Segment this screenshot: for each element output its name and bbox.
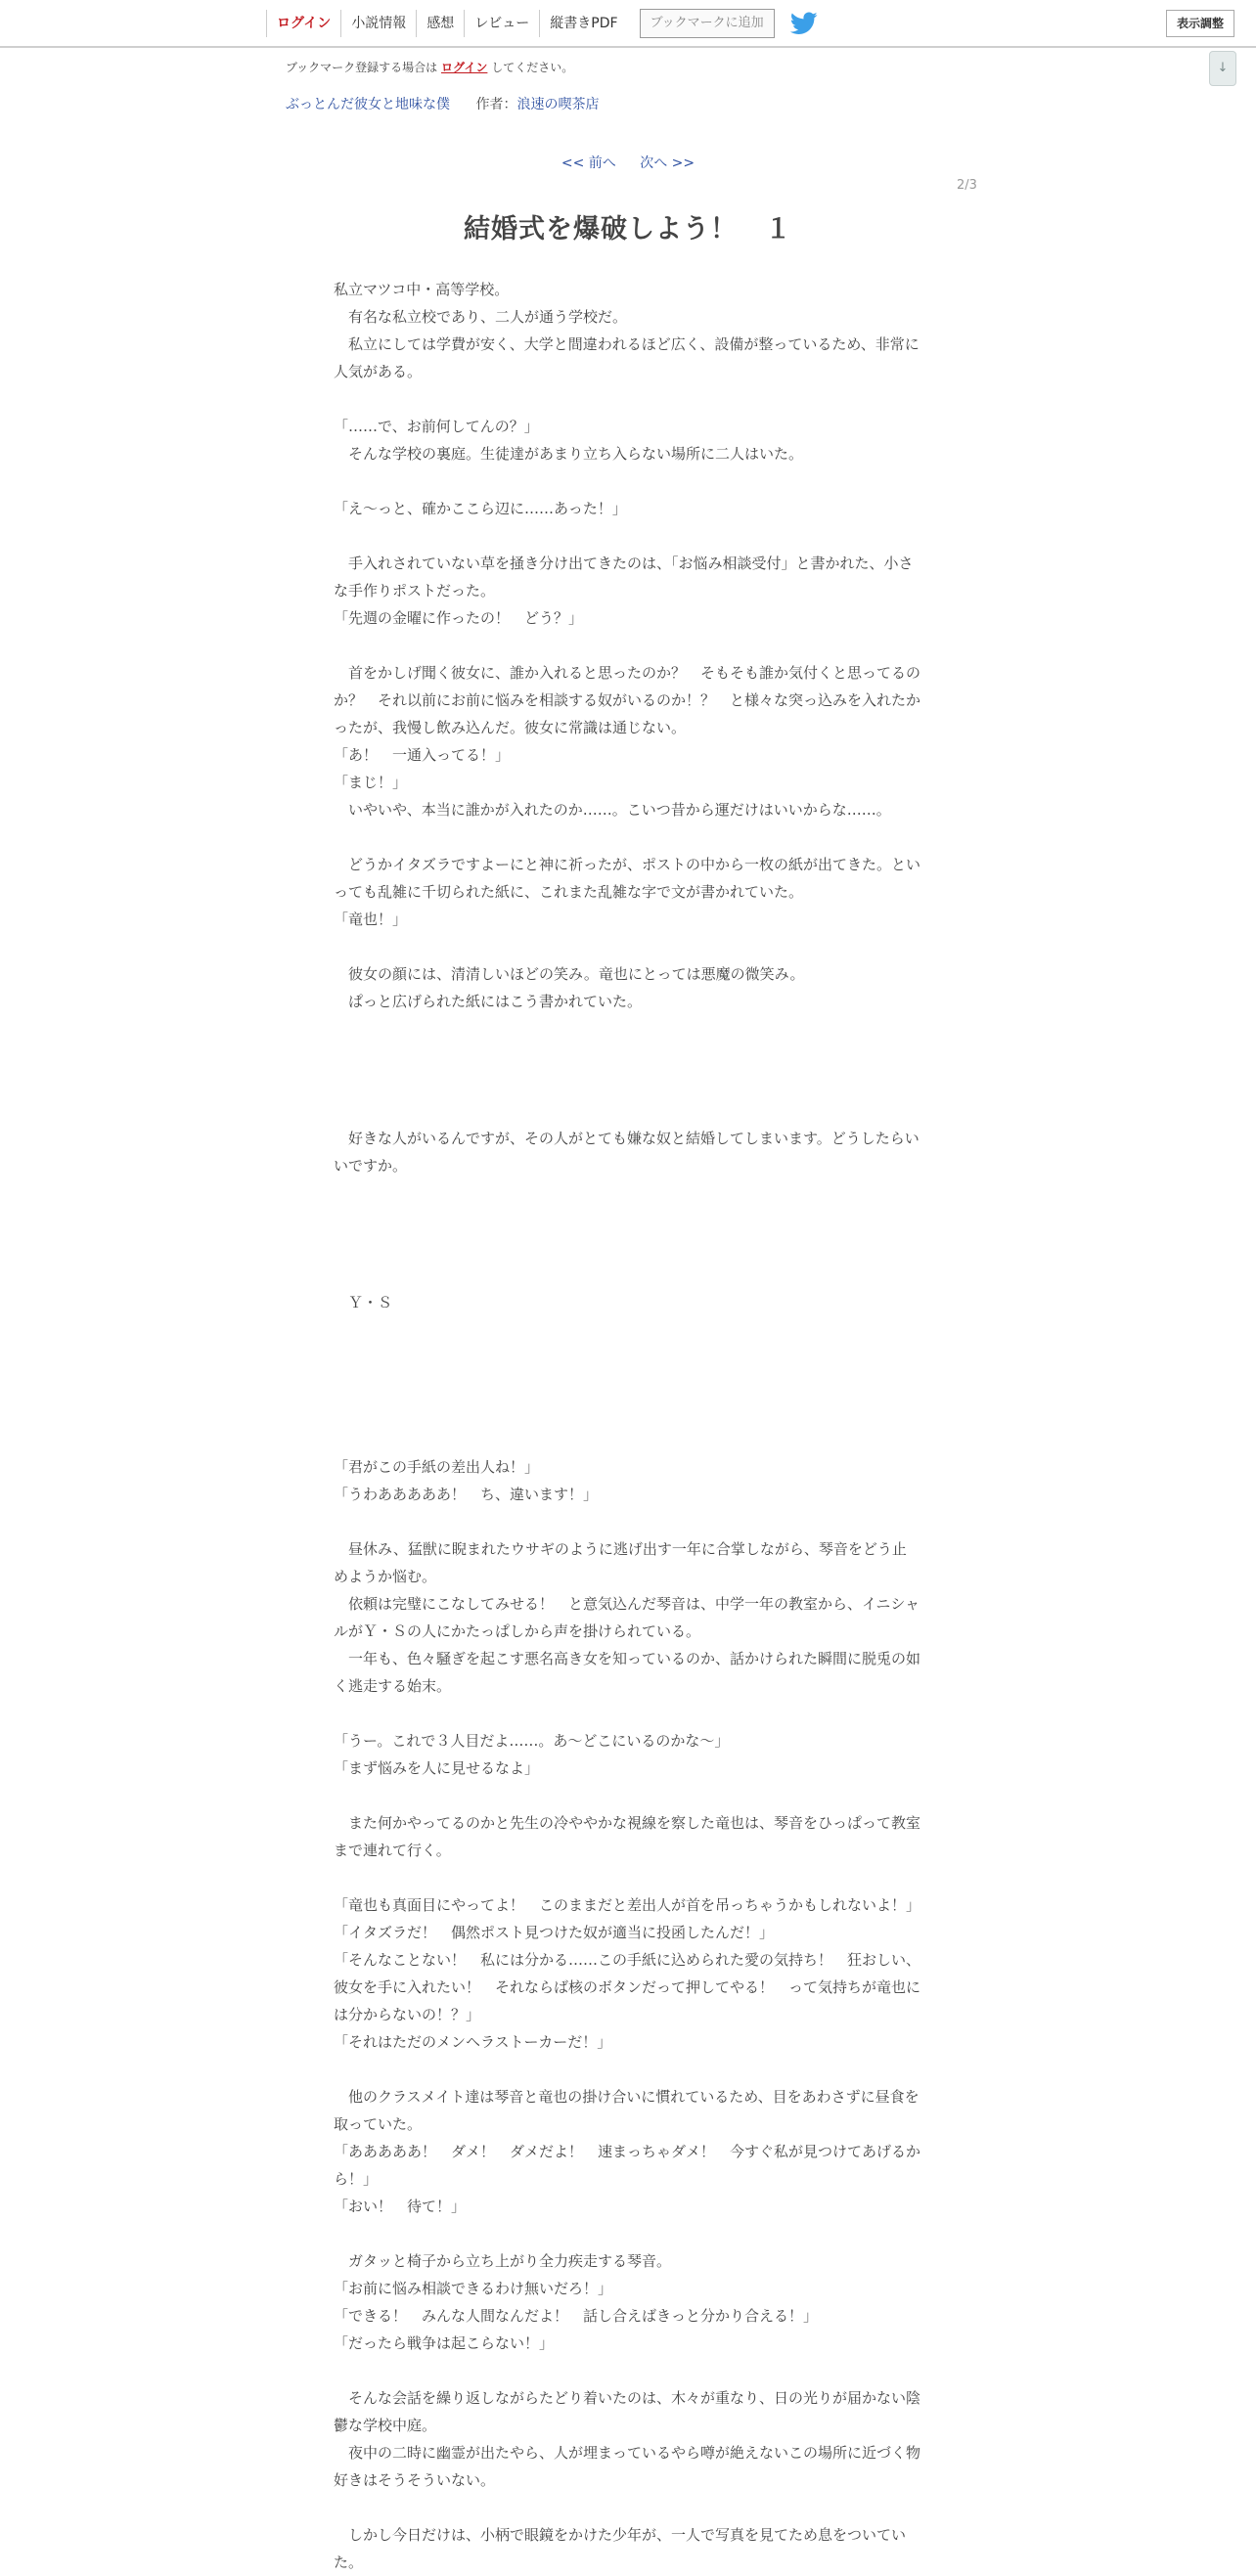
- novel-line: [334, 632, 920, 659]
- novel-line: 「君がこの手紙の差出人ね！」: [334, 1458, 540, 1476]
- chapter-title: 結婚式を爆破しよう！ １: [464, 214, 792, 244]
- novel-line: ガタッと椅子から立ち上がり全力疾走する琴音。: [334, 2252, 672, 2270]
- novel-line: 他のクラスメイト達は琴音と竜也の掛け合いに慣れているため、目をあわさずに昼食を取っていた。: [334, 2088, 920, 2133]
- prev-link[interactable]: << 前へ: [561, 155, 616, 171]
- novel-line: 手入れされていない草を掻き分け出てきたのは、「お悩み相談受付」と書かれた、小さな手作りポストだった。: [334, 555, 914, 600]
- novel-line: [334, 933, 920, 960]
- novel-line: [334, 2494, 920, 2521]
- work-info: [286, 94, 599, 113]
- novel-line: どうかイタズラですよーにと神に祈ったが、ポストの中から一枚の紙が出てきた。といっても乱雑に千切られた紙に、これまた乱雑な字で文が書かれていた。: [334, 856, 921, 901]
- novel-line: 「おい！ 待て！」: [334, 2198, 467, 2215]
- top-nav: [266, 10, 818, 37]
- novel-line: [334, 1700, 920, 1727]
- novel-line: 「あ！ 一通入ってる！」: [334, 746, 511, 764]
- next-link[interactable]: 次へ >>: [640, 155, 695, 171]
- novel-line: [334, 2056, 920, 2083]
- novel-line: 有名な私立校であり、二人が通う学校だ。: [334, 308, 628, 326]
- novel-line: [334, 2220, 920, 2247]
- novel-line: また何かやってるのかと先生の冷ややかな視線を察した竜也は、琴音をひっぱって教室まで連れて行く。: [334, 1814, 921, 1859]
- novel-line: [334, 1097, 920, 1125]
- novel-line: 「竜也！」: [334, 910, 408, 928]
- nav-login[interactable]: ログイン: [266, 10, 340, 37]
- novel-line: [334, 1234, 920, 1262]
- novel-line: [334, 1015, 920, 1043]
- author-name-link[interactable]: 浪速の喫茶店: [516, 97, 600, 112]
- page-count: 2/3: [957, 178, 977, 193]
- novel-line: [334, 1070, 920, 1097]
- nav-vertical-pdf[interactable]: 縦書きPDF: [539, 10, 627, 37]
- novel-line: [334, 1179, 920, 1207]
- novel-line: [334, 2357, 920, 2384]
- notice-prefix: ブックマーク登録する場合は: [286, 61, 438, 74]
- novel-line: 私立にしては学費が安く、大学と間違われるほど広く、設備が整っているため、非常に人気がある。: [334, 335, 920, 380]
- nav-impressions[interactable]: 感想: [416, 10, 464, 37]
- twitter-icon[interactable]: [790, 12, 818, 35]
- novel-line: そんな学校の裏庭。生徒達があまり立ち入らない場所に二人はいた。: [334, 445, 804, 463]
- novel-line: [334, 1262, 920, 1289]
- scroll-down-button[interactable]: ↓: [1209, 51, 1236, 86]
- novel-line: [334, 1043, 920, 1070]
- novel-line: [334, 385, 920, 413]
- pager: [0, 153, 1256, 172]
- novel-line: [334, 1371, 920, 1399]
- bookmark-notice: [286, 59, 573, 75]
- novel-line: [334, 1207, 920, 1234]
- novel-line: 彼女の顔には、清清しいほどの笑み。竜也にとっては悪魔の微笑み。: [334, 965, 805, 983]
- novel-line: 依頼は完璧にこなしてみせる！ と意気込んだ琴音は、中学一年の教室から、イニシャルがＹ・Ｓの人にかたっぱしから声を掛けられている。: [334, 1595, 920, 1640]
- novel-line: 私立マツコ中・高等学校。: [334, 281, 510, 298]
- novel-line: 昼休み、猛獣に睨まれたウサギのように逃げ出す一年に合掌しながら、琴音をどう止めようか悩む。: [334, 1540, 907, 1585]
- novel-line: 「そんなことない！ 私には分かる……この手紙に込められた愛の気持ち！ 狂おしい、彼女を手に入れたい！ それならば核のボタンだって押してやる！ って気持ちが竜也には分からないの！？」: [334, 1951, 921, 2023]
- nav-review[interactable]: レビュー: [464, 10, 539, 37]
- novel-line: [334, 1316, 920, 1344]
- work-title-link[interactable]: ぶっとんだ彼女と地味な僕: [286, 97, 450, 112]
- novel-line: 「できる！ みんな人間なんだよ！ 話し合えばきっと分かり合える！」: [334, 2307, 819, 2325]
- header-bar: [0, 0, 1256, 48]
- novel-line: 「お前に悩み相談できるわけ無いだろ！」: [334, 2280, 613, 2297]
- novel-line: 「竜也も真面目にやってよ！ このままだと差出人が首を吊っちゃうかもしれないよ！」: [334, 1896, 921, 1914]
- novel-line: [334, 1426, 920, 1453]
- novel-line: 「あああああ！ ダメ！ ダメだよ！ 速まっちゃダメ！ 今すぐ私が見つけてあげるから！」: [334, 2143, 921, 2188]
- novel-line: いやいや、本当に誰かが入れたのか……。こいつ昔から運だけはいいからな……。: [334, 801, 891, 819]
- novel-line: [334, 823, 920, 851]
- novel-line: [334, 1864, 920, 1891]
- novel-line: [334, 1399, 920, 1426]
- novel-line: 「イタズラだ！ 偶然ポスト見つけた奴が適当に投函したんだ！」: [334, 1924, 775, 1941]
- novel-line: 「だったら戦争は起こらない！」: [334, 2334, 555, 2352]
- novel-line: 「先週の金曜に作ったの！ どう？」: [334, 609, 584, 627]
- author-label: 作者：: [475, 97, 517, 112]
- novel-line: 首をかしげ聞く彼女に、誰か入れると思ったのか？ そもそも誰か気付くと思ってるのか？ それ以前にお前に悩みを相談する奴がいるのか！？ と様々な突っ込みを入れたかったが、我慢し飲み込んだ。彼女に常識は通じない。: [334, 664, 921, 736]
- novel-line: 夜中の二時に幽霊が出たやら、人が埋まっているやら噂が絶えないこの場所に近づく物好きはそうそういない。: [334, 2444, 921, 2489]
- novel-line: 一年も、色々騒ぎを起こす悪名高き女を知っているのか、話かけられた瞬間に脱兎の如く逃走する始末。: [334, 1650, 921, 1695]
- notice-login-link[interactable]: ログイン: [441, 61, 488, 74]
- novel-line: 「まじ！」: [334, 774, 408, 791]
- novel-line: Ｙ・Ｓ: [334, 1294, 393, 1311]
- notice-suffix: してください。: [491, 61, 574, 74]
- novel-line: 「まず悩みを人に見せるなよ」: [334, 1759, 540, 1777]
- novel-line: [334, 467, 920, 495]
- novel-line: そんな会話を繰り返しながらたどり着いたのは、木々が重なり、日の光りが届かない陰鬱な学校中庭。: [334, 2389, 921, 2434]
- novel-line: [334, 1344, 920, 1371]
- novel-line: [334, 1782, 920, 1809]
- novel-line: 「うー。これで３人目だよ……。あ～どこにいるのかな～」: [334, 1732, 730, 1750]
- novel-line: 「うわあああああ！ ち、違います！」: [334, 1486, 599, 1503]
- novel-line: しかし今日だけは、小柄で眼鏡をかけた少年が、一人で写真を見てため息をついていた。: [334, 2526, 907, 2571]
- novel-line: ぱっと広げられた紙にはこう書かれていた。: [334, 993, 643, 1010]
- novel-line: 「それはただのメンヘラストーカーだ！」: [334, 2033, 612, 2051]
- novel-line: 「……で、お前何してんの？」: [334, 418, 539, 435]
- novel-line: 「え～っと、確かここら辺に……あった！」: [334, 500, 627, 517]
- novel-line: [334, 522, 920, 550]
- novel-line: 好きな人がいるんですが、その人がとても嫌な奴と結婚してしまいます。どうしたらいいですか。: [334, 1130, 920, 1175]
- novel-line: [334, 1508, 920, 1535]
- add-bookmark-button[interactable]: ブックマークに追加: [640, 9, 775, 38]
- novel-body: [334, 276, 920, 2576]
- nav-novel-info[interactable]: 小説情報: [340, 10, 416, 37]
- display-settings-button[interactable]: 表示調整: [1166, 10, 1234, 37]
